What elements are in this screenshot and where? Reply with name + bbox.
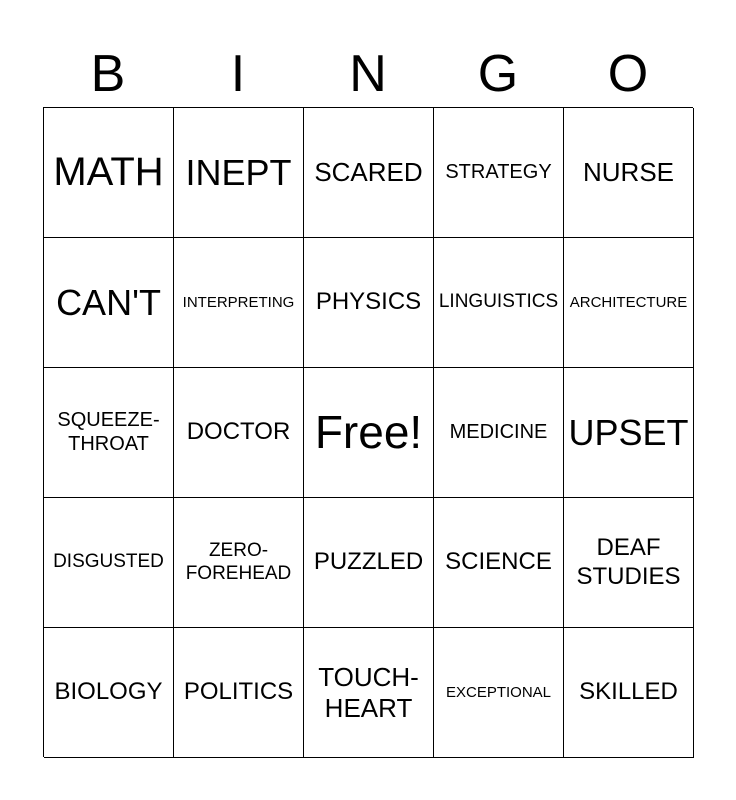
header-letter-n: N [349,45,387,103]
bingo-cell[interactable]: MEDICINE [434,368,564,498]
free-space-cell[interactable]: Free! [304,368,434,498]
bingo-cell[interactable]: NURSE [564,108,694,238]
bingo-card-grid [43,107,693,757]
header-letter-i: I [230,45,246,103]
bingo-cell[interactable]: INEPT [174,108,304,238]
bingo-cell[interactable]: LINGUISTICS [434,238,564,368]
bingo-cell[interactable]: DISGUSTED [44,498,174,628]
bingo-cell[interactable]: MATH [44,108,174,238]
bingo-cell[interactable]: SQUEEZE-THROAT [44,368,174,498]
bingo-cell[interactable]: EXCEPTIONAL [434,628,564,758]
bingo-cell[interactable]: PHYSICS [304,238,434,368]
bingo-cell[interactable]: DOCTOR [174,368,304,498]
bingo-cell[interactable]: DEAF STUDIES [564,498,694,628]
header-letter-b: B [90,45,126,103]
bingo-cell[interactable]: SCIENCE [434,498,564,628]
bingo-cell[interactable]: ZERO-FOREHEAD [174,498,304,628]
bingo-header [43,40,693,108]
bingo-cell[interactable]: BIOLOGY [44,628,174,758]
bingo-cell[interactable]: TOUCH-HEART [304,628,434,758]
header-letter-g: G [477,45,519,103]
bingo-cell[interactable]: PUZZLED [304,498,434,628]
bingo-cell[interactable]: INTERPRETING [174,238,304,368]
bingo-cell[interactable]: SCARED [304,108,434,238]
bingo-cell[interactable]: ARCHITECTURE [564,238,694,368]
bingo-cell[interactable]: STRATEGY [434,108,564,238]
bingo-cell[interactable]: UPSET [564,368,694,498]
bingo-cell[interactable]: POLITICS [174,628,304,758]
bingo-cell[interactable]: CAN'T [44,238,174,368]
bingo-cell[interactable]: SKILLED [564,628,694,758]
header-letter-o: O [607,45,649,103]
